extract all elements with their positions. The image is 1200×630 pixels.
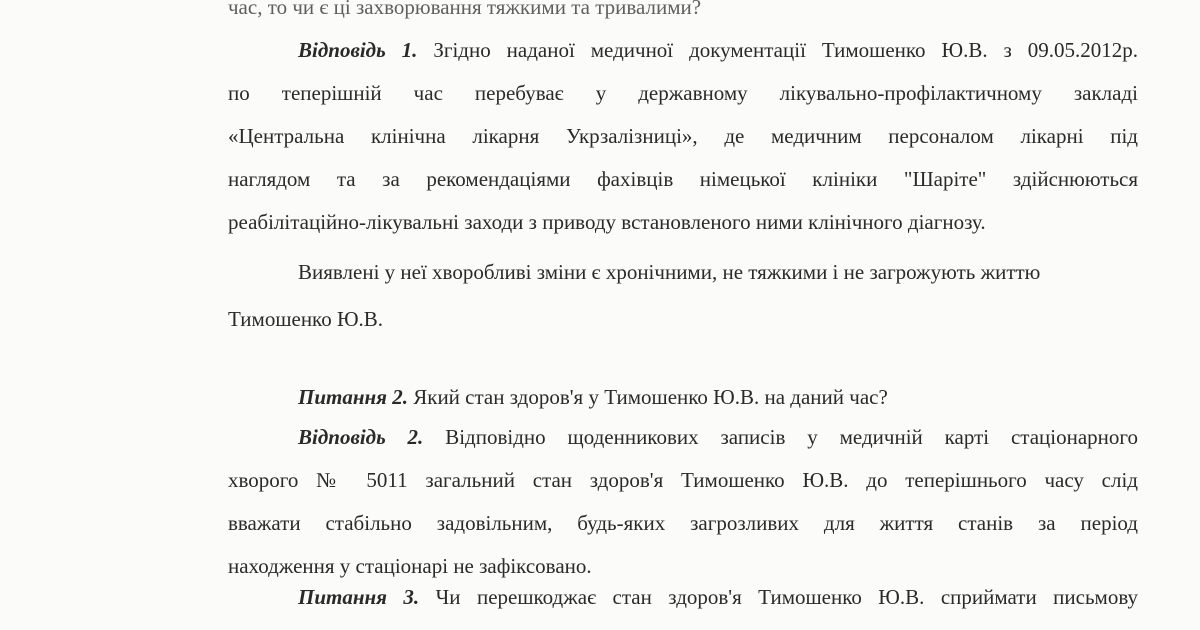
text-line — [298, 251, 1040, 294]
answer-1-label: Відповідь 1. — [298, 38, 418, 62]
text-line-content: находження у стаціонарі не зафіксовано. — [228, 554, 592, 578]
text-line — [228, 298, 383, 341]
text-line — [228, 201, 986, 244]
text-line-content: Чи перешкоджає стан здоров'я Тимошенко Ю.В. сприймати письмову — [435, 585, 1139, 609]
question-2 — [298, 376, 888, 419]
text-line-content: наглядом та за рекомендаціями фахівців німецької клініки "Шаріте" здійснюються — [228, 167, 1138, 191]
text-line-content: Виявлені у неї хворобливі зміни є хронічними, не тяжкими і не загрожують життю — [298, 260, 1041, 284]
text-line — [228, 158, 1138, 201]
text-line-content: по теперішній час перебуває у державному лікувально-профілактичному закладі — [228, 81, 1138, 105]
text-line-content: хворого № 5011 загальний стан здоров'я Тимошенко Ю.В. до теперішнього часу слід — [228, 468, 1138, 492]
question-3-label: Питання 3. — [298, 585, 420, 609]
text-line-content: вважати стабільно задовільним, будь-яких загрозливих для життя станів за період — [228, 511, 1138, 535]
text-line-content: Згідно наданої медичної документації Тимошенко Ю.В. з 09.05.2012р. — [433, 38, 1139, 62]
answer-1-first-line — [298, 29, 1138, 72]
question-2-label: Питання 2. — [298, 385, 408, 409]
text-line — [228, 115, 1138, 158]
text-line — [228, 0, 701, 29]
answer-2-first-line — [298, 416, 1138, 459]
answer-2-label: Відповідь 2. — [298, 425, 424, 449]
text-line-content: реабілітаційно-лікувальні заходи з приводу встановленого ними клінічного діагнозу. — [228, 210, 986, 234]
text-line — [228, 72, 1138, 115]
text-line — [228, 502, 1138, 545]
text-line — [228, 459, 1138, 502]
text-line-content: Який стан здоров'я у Тимошенко Ю.В. на даний час? — [413, 385, 888, 409]
text-line-content: «Центральна клінічна лікарня Укрзалізниці», де медичним персоналом лікарні під — [228, 124, 1138, 148]
text-line-content: Тимошенко Ю.В. — [228, 307, 384, 331]
text-line-content: Відповідно щоденникових записів у медичній карті стаціонарного — [445, 425, 1139, 449]
question-3 — [298, 576, 1138, 619]
text-line-content: час, то чи є ці захворювання тяжкими та тривалими? — [228, 0, 702, 19]
